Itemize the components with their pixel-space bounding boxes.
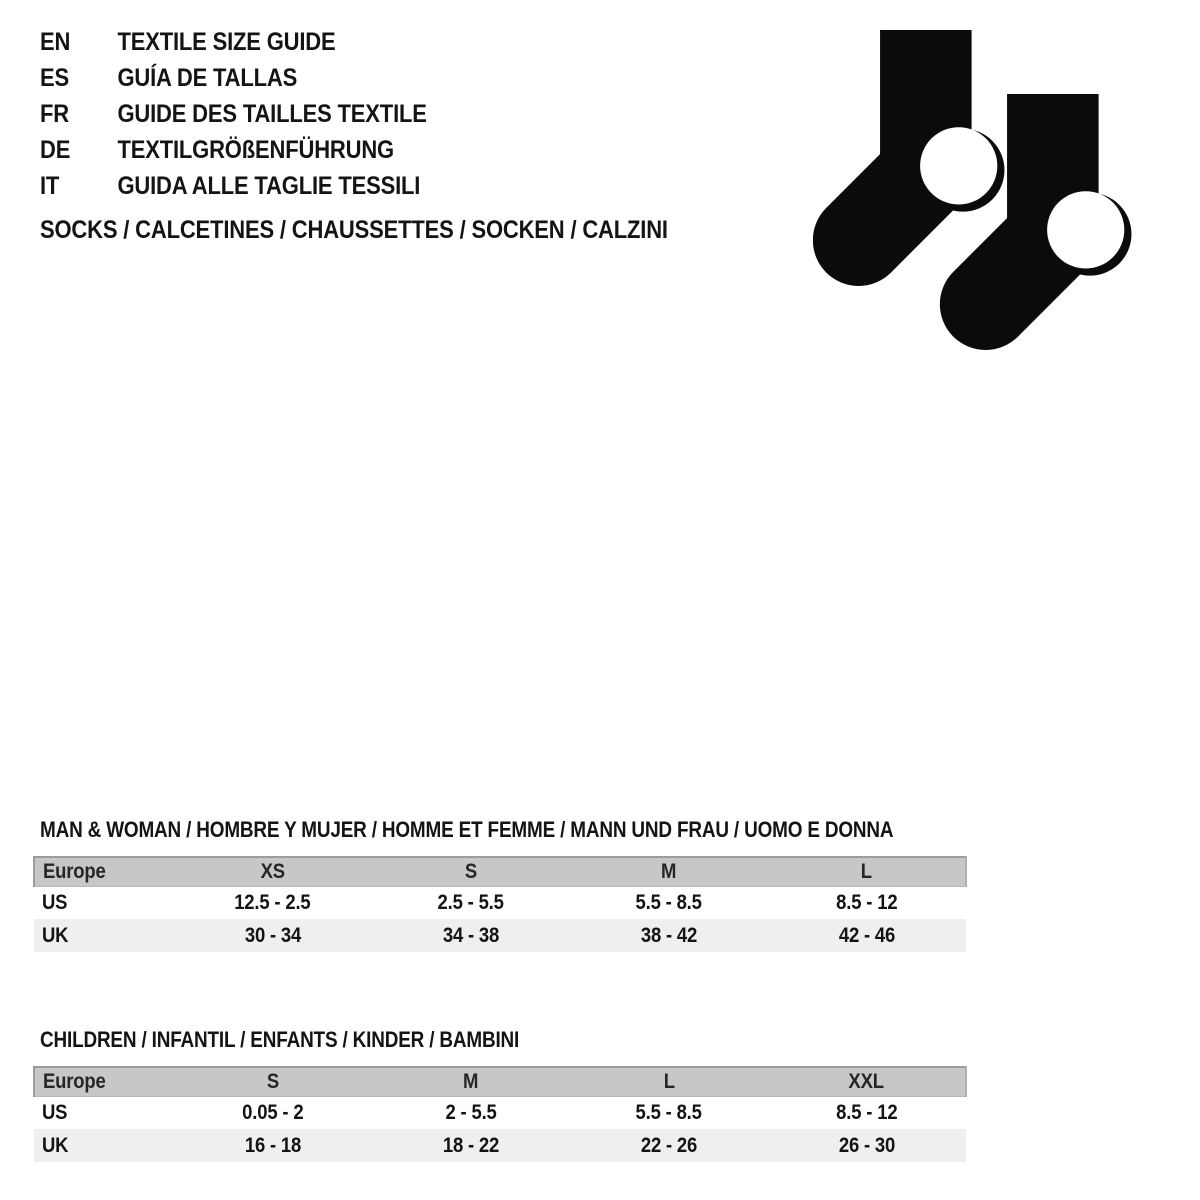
table-row-uk: [34, 919, 966, 952]
language-row-fr: [40, 96, 427, 132]
column-header-size: S: [372, 857, 570, 886]
language-title: TEXTILE SIZE GUIDE: [117, 27, 336, 56]
language-code: FR: [40, 99, 69, 128]
size-cell: 8.5 - 12: [836, 890, 898, 914]
language-title: GUIDE DES TAILLES TEXTILE: [117, 99, 427, 128]
size-cell: 5.5 - 8.5: [635, 890, 703, 914]
man-woman-size-table: [33, 856, 967, 952]
row-label: UK: [42, 923, 69, 947]
language-row-de: [40, 132, 427, 168]
size-cell: 2 - 5.5: [445, 1100, 497, 1124]
table-header-row: [34, 1067, 966, 1096]
row-label: UK: [42, 1133, 69, 1157]
size-cell: 26 - 30: [838, 1133, 896, 1157]
size-cell: 8.5 - 12: [836, 1100, 898, 1124]
size-cell: 5.5 - 8.5: [635, 1100, 703, 1124]
column-header-size: S: [174, 1067, 372, 1096]
size-cell: 12.5 - 2.5: [234, 890, 311, 914]
man-woman-table-title: MAN & WOMAN / HOMBRE Y MUJER / HOMME ET FEMME / MANN UND FRAU / UOMO E DONNA: [40, 817, 894, 842]
column-header-region: Europe: [34, 857, 174, 886]
language-title: GUIDA ALLE TAGLIE TESSILI: [117, 171, 421, 200]
size-cell: 0.05 - 2: [242, 1100, 304, 1124]
man-woman-size-section: [33, 818, 967, 952]
size-cell: 34 - 38: [442, 923, 500, 947]
table-row-uk: [34, 1129, 966, 1162]
language-code: IT: [40, 171, 60, 200]
socks-icon: [813, 30, 1133, 352]
language-row-it: [40, 168, 427, 204]
children-size-section: [33, 1028, 967, 1162]
children-size-table: [33, 1066, 967, 1162]
column-header-region: Europe: [34, 1067, 174, 1096]
language-title-list: [40, 24, 480, 204]
size-cell: 22 - 26: [640, 1133, 698, 1157]
column-header-size: M: [372, 1067, 570, 1096]
language-code: EN: [40, 27, 71, 56]
size-cell: 30 - 34: [244, 923, 301, 947]
table-row-us: [34, 1096, 966, 1129]
language-row-es: [40, 60, 427, 96]
size-cell: 42 - 46: [838, 923, 896, 947]
language-code: ES: [40, 63, 69, 92]
product-category-title: SOCKS / CALCETINES / CHAUSSETTES / SOCKEN / CALZINI: [40, 216, 668, 244]
size-cell: 38 - 42: [640, 923, 698, 947]
size-cell: 18 - 22: [442, 1133, 500, 1157]
column-header-size: L: [768, 857, 966, 886]
language-code: DE: [40, 135, 71, 164]
column-header-size: XXL: [768, 1067, 966, 1096]
column-header-size: L: [570, 1067, 768, 1096]
column-header-size: XS: [174, 857, 372, 886]
table-row-us: [34, 886, 966, 919]
column-header-size: M: [570, 857, 768, 886]
language-row-en: [40, 24, 427, 60]
table-header-row: [34, 857, 966, 886]
row-label: US: [42, 890, 68, 914]
size-cell: 16 - 18: [244, 1133, 301, 1157]
language-title: TEXTILGRÖßENFÜHRUNG: [117, 135, 394, 164]
children-table-title: CHILDREN / INFANTIL / ENFANTS / KINDER / BAMBINI: [40, 1027, 520, 1052]
size-cell: 2.5 - 5.5: [437, 890, 504, 914]
language-title: GUÍA DE TALLAS: [117, 63, 298, 92]
row-label: US: [42, 1100, 68, 1124]
